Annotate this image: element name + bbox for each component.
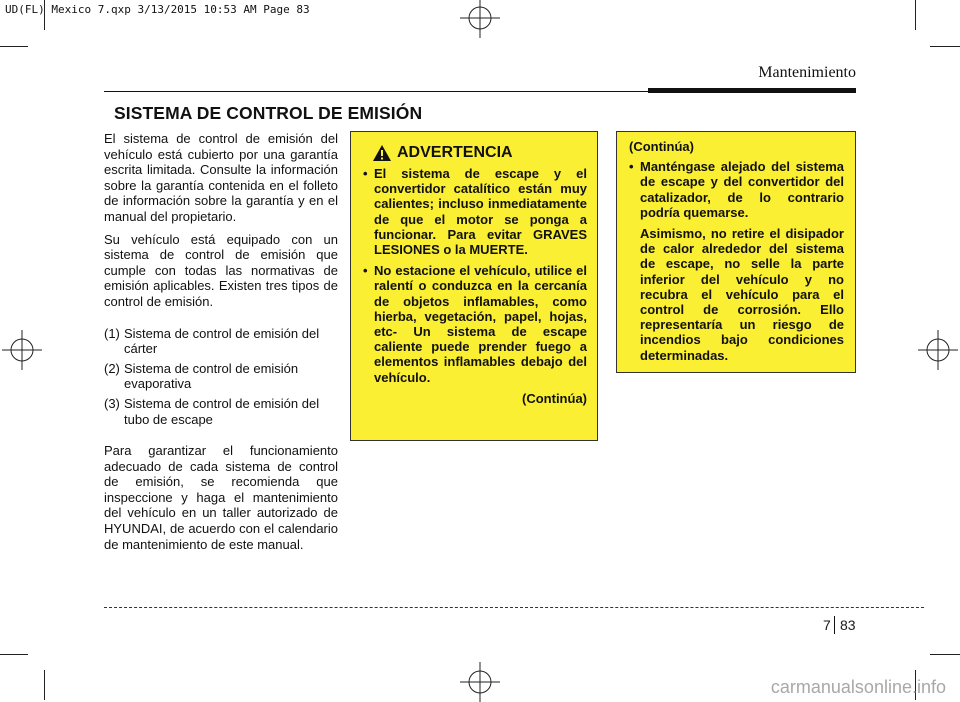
crop-mark — [930, 46, 960, 47]
list-number: (3) — [104, 395, 120, 411]
crop-mark — [0, 654, 28, 655]
warning-paragraph: Asimismo, no retire el disipador de calor alrededor del sistema de escape, no selle la parte inferior del vehículo y no recubra el vehículo para el control de corrosión. Ello representaría un riesgo de incendios bajo condiciones determinadas. — [640, 226, 844, 363]
running-head: Mantenimiento — [758, 64, 856, 81]
print-slug: UD(FL) Mexico 7.qxp 3/13/2015 10:53 AM Page 83 — [5, 3, 310, 16]
warning-title: ADVERTENCIA — [397, 144, 513, 162]
crop-mark — [0, 46, 28, 47]
warning-bullet — [629, 159, 844, 220]
footer-rule — [104, 607, 924, 608]
warning-bullet-text: El sistema de escape y el convertidor catalítico están muy calientes; incluso inmediatamente de que el motor se ponga a funcionar. Para evitar GRAVES LESIONES o la MUERTE. — [374, 166, 587, 258]
list-item — [104, 361, 338, 392]
list-text: Sistema de control de emisión del cárter — [124, 325, 320, 357]
warning-bullet-text: No estacione el vehículo, utilice el ralentí o conduzca en la cercanía de objetos inflamables, como hierba, vegetación, papel, hojas, etc- Un sistema de escape caliente puede prender fuego a elementos inflamables debajo del vehículo. — [374, 263, 587, 385]
warning-bullet-text: Manténgase alejado del sistema de escape y del convertidor del catalizador, de lo contrario podría quemarse. — [640, 159, 844, 220]
page-number: 83 — [840, 617, 856, 633]
registration-mark — [460, 662, 500, 702]
warning-triangle-icon — [372, 144, 392, 162]
watermark: carmanualsonline.info — [770, 677, 946, 697]
warning-bullet — [363, 263, 587, 385]
list-text: Sistema de control de emisión evaporativa — [124, 360, 299, 392]
list-text: Sistema de control de emisión del tubo de escape — [124, 395, 320, 427]
chapter-number: 7 — [823, 617, 831, 633]
crop-mark — [930, 654, 960, 655]
body-paragraph: Para garantizar el funcionamiento adecuado de cada sistema de control de emisión, se recomienda que inspeccione y haga el mantenimiento del vehículo en un taller autorizado de HYUNDAI, de acuerdo con el calendario de mantenimiento de este manual. — [104, 443, 338, 552]
body-column — [104, 131, 338, 559]
list-item — [104, 326, 338, 357]
registration-mark — [460, 0, 500, 38]
list-number: (2) — [104, 360, 120, 376]
bullet-dot: • — [363, 263, 368, 279]
list-number: (1) — [104, 325, 120, 341]
section-title: SISTEMA DE CONTROL DE EMISIÓN — [114, 103, 423, 123]
registration-mark — [2, 330, 42, 370]
continues-note: (Continúa) — [522, 390, 587, 406]
body-paragraph: El sistema de control de emisión del vehículo está cubierto por una garantía escrita limitada. Consulte la información sobre la garantía contenida en el folleto de información sobre la garantía y en el manual del propietario. — [104, 131, 338, 224]
registration-mark — [918, 330, 958, 370]
header-rule-bar — [648, 88, 856, 93]
list-item — [104, 396, 338, 427]
warning-box-continued — [616, 131, 856, 373]
continued-note: (Continúa) — [629, 139, 694, 154]
bullet-dot: • — [629, 159, 634, 175]
warning-bullet — [363, 166, 587, 257]
warning-box — [350, 131, 598, 441]
header-rule — [104, 91, 648, 92]
bullet-dot: • — [363, 166, 368, 181]
body-paragraph: Su vehículo está equipado con un sistema de control de emisión que cumple con todas las normativas de emisión aplicables. Existen tres tipos de control de emisión. — [104, 231, 338, 309]
warning-header — [372, 144, 587, 162]
page-number-divider — [834, 616, 835, 634]
crop-mark — [44, 670, 45, 700]
crop-mark — [915, 0, 916, 30]
